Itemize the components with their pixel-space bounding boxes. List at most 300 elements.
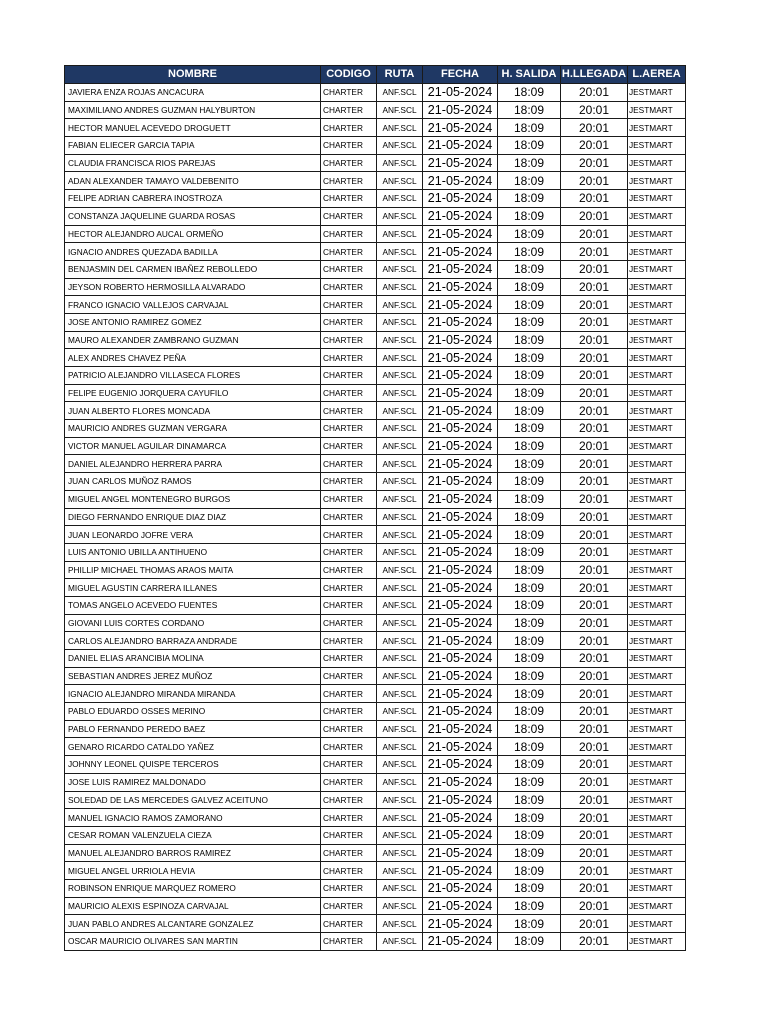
- linea-aerea-cell: JESTMART: [628, 101, 686, 119]
- hora-llegada-cell: 20:01: [561, 720, 628, 738]
- hora-llegada-cell: 20:01: [561, 897, 628, 915]
- fecha-cell: 21-05-2024: [423, 296, 498, 314]
- fecha-cell: 21-05-2024: [423, 119, 498, 137]
- table-row: [65, 791, 686, 809]
- linea-aerea-cell: JESTMART: [628, 154, 686, 172]
- linea-aerea-cell: JESTMART: [628, 402, 686, 420]
- table-row: [65, 331, 686, 349]
- codigo-cell: CHARTER: [321, 915, 377, 933]
- hora-salida-cell: 18:09: [498, 791, 561, 809]
- codigo-cell: CHARTER: [321, 632, 377, 650]
- passenger-name-cell: BENJASMIN DEL CARMEN IBAÑEZ REBOLLEDO: [65, 260, 321, 278]
- table-row: [65, 278, 686, 296]
- hora-llegada-cell: 20:01: [561, 225, 628, 243]
- table-row: [65, 349, 686, 367]
- table-row: [65, 543, 686, 561]
- hora-llegada-cell: 20:01: [561, 650, 628, 668]
- hora-salida-cell: 18:09: [498, 296, 561, 314]
- hora-llegada-cell: 20:01: [561, 632, 628, 650]
- codigo-cell: CHARTER: [321, 614, 377, 632]
- ruta-cell: ANF.SCL: [377, 225, 423, 243]
- ruta-cell: ANF.SCL: [377, 897, 423, 915]
- linea-aerea-cell: JESTMART: [628, 756, 686, 774]
- fecha-cell: 21-05-2024: [423, 826, 498, 844]
- codigo-cell: CHARTER: [321, 543, 377, 561]
- hora-salida-cell: 18:09: [498, 756, 561, 774]
- hora-llegada-cell: 20:01: [561, 526, 628, 544]
- hora-llegada-cell: 20:01: [561, 756, 628, 774]
- hora-llegada-cell: 20:01: [561, 862, 628, 880]
- fecha-cell: 21-05-2024: [423, 225, 498, 243]
- ruta-cell: ANF.SCL: [377, 490, 423, 508]
- hora-salida-cell: 18:09: [498, 172, 561, 190]
- linea-aerea-cell: JESTMART: [628, 331, 686, 349]
- linea-aerea-cell: JESTMART: [628, 862, 686, 880]
- column-header-hora-llegada: H.LLEGADA: [561, 66, 628, 84]
- column-header-linea-aerea: L.AEREA: [628, 66, 686, 84]
- passenger-name-cell: JAVIERA ENZA ROJAS ANCACURA: [65, 84, 321, 102]
- hora-llegada-cell: 20:01: [561, 137, 628, 155]
- ruta-cell: ANF.SCL: [377, 455, 423, 473]
- ruta-cell: ANF.SCL: [377, 420, 423, 438]
- hora-llegada-cell: 20:01: [561, 313, 628, 331]
- ruta-cell: ANF.SCL: [377, 384, 423, 402]
- ruta-cell: ANF.SCL: [377, 614, 423, 632]
- table-row: [65, 614, 686, 632]
- passenger-name-cell: JEYSON ROBERTO HERMOSILLA ALVARADO: [65, 278, 321, 296]
- table-row: [65, 190, 686, 208]
- hora-salida-cell: 18:09: [498, 331, 561, 349]
- hora-salida-cell: 18:09: [498, 862, 561, 880]
- fecha-cell: 21-05-2024: [423, 915, 498, 933]
- hora-llegada-cell: 20:01: [561, 455, 628, 473]
- hora-salida-cell: 18:09: [498, 402, 561, 420]
- codigo-cell: CHARTER: [321, 526, 377, 544]
- fecha-cell: 21-05-2024: [423, 367, 498, 385]
- fecha-cell: 21-05-2024: [423, 579, 498, 597]
- table-row: [65, 915, 686, 933]
- fecha-cell: 21-05-2024: [423, 243, 498, 261]
- codigo-cell: CHARTER: [321, 490, 377, 508]
- codigo-cell: CHARTER: [321, 190, 377, 208]
- fecha-cell: 21-05-2024: [423, 596, 498, 614]
- codigo-cell: CHARTER: [321, 225, 377, 243]
- fecha-cell: 21-05-2024: [423, 278, 498, 296]
- codigo-cell: CHARTER: [321, 897, 377, 915]
- fecha-cell: 21-05-2024: [423, 720, 498, 738]
- hora-llegada-cell: 20:01: [561, 844, 628, 862]
- hora-salida-cell: 18:09: [498, 490, 561, 508]
- hora-salida-cell: 18:09: [498, 720, 561, 738]
- table-row: [65, 703, 686, 721]
- codigo-cell: CHARTER: [321, 420, 377, 438]
- passenger-name-cell: CESAR ROMAN VALENZUELA CIEZA: [65, 826, 321, 844]
- codigo-cell: CHARTER: [321, 137, 377, 155]
- hora-salida-cell: 18:09: [498, 879, 561, 897]
- hora-llegada-cell: 20:01: [561, 207, 628, 225]
- codigo-cell: CHARTER: [321, 207, 377, 225]
- passenger-name-cell: JOSE LUIS RAMIREZ MALDONADO: [65, 773, 321, 791]
- codigo-cell: CHARTER: [321, 473, 377, 491]
- ruta-cell: ANF.SCL: [377, 773, 423, 791]
- hora-salida-cell: 18:09: [498, 703, 561, 721]
- fecha-cell: 21-05-2024: [423, 473, 498, 491]
- hora-salida-cell: 18:09: [498, 685, 561, 703]
- codigo-cell: CHARTER: [321, 738, 377, 756]
- linea-aerea-cell: JESTMART: [628, 579, 686, 597]
- ruta-cell: ANF.SCL: [377, 473, 423, 491]
- passenger-name-cell: JUAN LEONARDO JOFRE VERA: [65, 526, 321, 544]
- hora-llegada-cell: 20:01: [561, 349, 628, 367]
- hora-llegada-cell: 20:01: [561, 172, 628, 190]
- hora-llegada-cell: 20:01: [561, 543, 628, 561]
- ruta-cell: ANF.SCL: [377, 809, 423, 827]
- passenger-name-cell: SOLEDAD DE LAS MERCEDES GALVEZ ACEITUNO: [65, 791, 321, 809]
- linea-aerea-cell: JESTMART: [628, 296, 686, 314]
- codigo-cell: CHARTER: [321, 313, 377, 331]
- hora-salida-cell: 18:09: [498, 526, 561, 544]
- hora-salida-cell: 18:09: [498, 773, 561, 791]
- table-row: [65, 367, 686, 385]
- codigo-cell: CHARTER: [321, 791, 377, 809]
- passenger-name-cell: VICTOR MANUEL AGUILAR DINAMARCA: [65, 437, 321, 455]
- fecha-cell: 21-05-2024: [423, 809, 498, 827]
- codigo-cell: CHARTER: [321, 596, 377, 614]
- table-row: [65, 490, 686, 508]
- codigo-cell: CHARTER: [321, 331, 377, 349]
- ruta-cell: ANF.SCL: [377, 632, 423, 650]
- passenger-name-cell: FELIPE ADRIAN CABRERA INOSTROZA: [65, 190, 321, 208]
- ruta-cell: ANF.SCL: [377, 243, 423, 261]
- codigo-cell: CHARTER: [321, 667, 377, 685]
- fecha-cell: 21-05-2024: [423, 137, 498, 155]
- ruta-cell: ANF.SCL: [377, 791, 423, 809]
- hora-salida-cell: 18:09: [498, 915, 561, 933]
- linea-aerea-cell: JESTMART: [628, 490, 686, 508]
- ruta-cell: ANF.SCL: [377, 367, 423, 385]
- ruta-cell: ANF.SCL: [377, 561, 423, 579]
- passenger-name-cell: CONSTANZA JAQUELINE GUARDA ROSAS: [65, 207, 321, 225]
- hora-salida-cell: 18:09: [498, 119, 561, 137]
- linea-aerea-cell: JESTMART: [628, 384, 686, 402]
- table-row: [65, 897, 686, 915]
- passenger-name-cell: FRANCO IGNACIO VALLEJOS CARVAJAL: [65, 296, 321, 314]
- ruta-cell: ANF.SCL: [377, 650, 423, 668]
- table-row: [65, 420, 686, 438]
- linea-aerea-cell: JESTMART: [628, 703, 686, 721]
- hora-salida-cell: 18:09: [498, 420, 561, 438]
- ruta-cell: ANF.SCL: [377, 862, 423, 880]
- codigo-cell: CHARTER: [321, 756, 377, 774]
- ruta-cell: ANF.SCL: [377, 278, 423, 296]
- passenger-table: [64, 65, 686, 951]
- table-row: [65, 508, 686, 526]
- hora-salida-cell: 18:09: [498, 154, 561, 172]
- column-header-hora-salida: H. SALIDA: [498, 66, 561, 84]
- table-row: [65, 809, 686, 827]
- codigo-cell: CHARTER: [321, 862, 377, 880]
- table-row: [65, 862, 686, 880]
- hora-llegada-cell: 20:01: [561, 331, 628, 349]
- passenger-name-cell: PABLO FERNANDO PEREDO BAEZ: [65, 720, 321, 738]
- codigo-cell: CHARTER: [321, 826, 377, 844]
- table-row: [65, 207, 686, 225]
- passenger-name-cell: PABLO EDUARDO OSSES MERINO: [65, 703, 321, 721]
- fecha-cell: 21-05-2024: [423, 897, 498, 915]
- passenger-name-cell: JOHNNY LEONEL QUISPE TERCEROS: [65, 756, 321, 774]
- linea-aerea-cell: JESTMART: [628, 720, 686, 738]
- table-row: [65, 384, 686, 402]
- hora-salida-cell: 18:09: [498, 278, 561, 296]
- codigo-cell: CHARTER: [321, 402, 377, 420]
- hora-llegada-cell: 20:01: [561, 260, 628, 278]
- passenger-name-cell: LUIS ANTONIO UBILLA ANTIHUENO: [65, 543, 321, 561]
- fecha-cell: 21-05-2024: [423, 331, 498, 349]
- table-row: [65, 738, 686, 756]
- fecha-cell: 21-05-2024: [423, 384, 498, 402]
- passenger-name-cell: PHILLIP MICHAEL THOMAS ARAOS MAITA: [65, 561, 321, 579]
- codigo-cell: CHARTER: [321, 933, 377, 951]
- fecha-cell: 21-05-2024: [423, 101, 498, 119]
- passenger-name-cell: IGNACIO ALEJANDRO MIRANDA MIRANDA: [65, 685, 321, 703]
- linea-aerea-cell: JESTMART: [628, 685, 686, 703]
- table-row: [65, 225, 686, 243]
- linea-aerea-cell: JESTMART: [628, 508, 686, 526]
- fecha-cell: 21-05-2024: [423, 650, 498, 668]
- hora-salida-cell: 18:09: [498, 101, 561, 119]
- passenger-name-cell: HECTOR MANUEL ACEVEDO DROGUETT: [65, 119, 321, 137]
- linea-aerea-cell: JESTMART: [628, 596, 686, 614]
- table-row: [65, 172, 686, 190]
- table-row: [65, 561, 686, 579]
- table-row: [65, 84, 686, 102]
- table-row: [65, 844, 686, 862]
- passenger-name-cell: GENARO RICARDO CATALDO YAÑEZ: [65, 738, 321, 756]
- fecha-cell: 21-05-2024: [423, 773, 498, 791]
- ruta-cell: ANF.SCL: [377, 313, 423, 331]
- linea-aerea-cell: JESTMART: [628, 119, 686, 137]
- table-row: [65, 720, 686, 738]
- fecha-cell: 21-05-2024: [423, 561, 498, 579]
- linea-aerea-cell: JESTMART: [628, 791, 686, 809]
- ruta-cell: ANF.SCL: [377, 738, 423, 756]
- table-row: [65, 933, 686, 951]
- codigo-cell: CHARTER: [321, 172, 377, 190]
- linea-aerea-cell: JESTMART: [628, 260, 686, 278]
- passenger-name-cell: DANIEL ELIAS ARANCIBIA MOLINA: [65, 650, 321, 668]
- linea-aerea-cell: JESTMART: [628, 667, 686, 685]
- fecha-cell: 21-05-2024: [423, 614, 498, 632]
- table-row: [65, 773, 686, 791]
- passenger-name-cell: MAURO ALEXANDER ZAMBRANO GUZMAN: [65, 331, 321, 349]
- passenger-name-cell: MANUEL ALEJANDRO BARROS RAMIREZ: [65, 844, 321, 862]
- hora-llegada-cell: 20:01: [561, 667, 628, 685]
- ruta-cell: ANF.SCL: [377, 543, 423, 561]
- ruta-cell: ANF.SCL: [377, 879, 423, 897]
- table-row: [65, 402, 686, 420]
- table-row: [65, 596, 686, 614]
- hora-llegada-cell: 20:01: [561, 367, 628, 385]
- codigo-cell: CHARTER: [321, 879, 377, 897]
- ruta-cell: ANF.SCL: [377, 933, 423, 951]
- passenger-name-cell: DANIEL ALEJANDRO HERRERA PARRA: [65, 455, 321, 473]
- hora-salida-cell: 18:09: [498, 455, 561, 473]
- hora-salida-cell: 18:09: [498, 190, 561, 208]
- linea-aerea-cell: JESTMART: [628, 879, 686, 897]
- table-row: [65, 243, 686, 261]
- ruta-cell: ANF.SCL: [377, 172, 423, 190]
- table-row: [65, 455, 686, 473]
- linea-aerea-cell: JESTMART: [628, 650, 686, 668]
- header-row: [65, 66, 686, 84]
- table-row: [65, 296, 686, 314]
- codigo-cell: CHARTER: [321, 685, 377, 703]
- fecha-cell: 21-05-2024: [423, 879, 498, 897]
- hora-salida-cell: 18:09: [498, 596, 561, 614]
- hora-llegada-cell: 20:01: [561, 278, 628, 296]
- fecha-cell: 21-05-2024: [423, 844, 498, 862]
- codigo-cell: CHARTER: [321, 101, 377, 119]
- column-header-nombre: NOMBRE: [65, 66, 321, 84]
- linea-aerea-cell: JESTMART: [628, 738, 686, 756]
- passenger-name-cell: CLAUDIA FRANCISCA RIOS PAREJAS: [65, 154, 321, 172]
- ruta-cell: ANF.SCL: [377, 137, 423, 155]
- ruta-cell: ANF.SCL: [377, 596, 423, 614]
- codigo-cell: CHARTER: [321, 349, 377, 367]
- codigo-cell: CHARTER: [321, 844, 377, 862]
- ruta-cell: ANF.SCL: [377, 331, 423, 349]
- codigo-cell: CHARTER: [321, 437, 377, 455]
- linea-aerea-cell: JESTMART: [628, 561, 686, 579]
- codigo-cell: CHARTER: [321, 720, 377, 738]
- hora-salida-cell: 18:09: [498, 260, 561, 278]
- fecha-cell: 21-05-2024: [423, 738, 498, 756]
- hora-llegada-cell: 20:01: [561, 402, 628, 420]
- linea-aerea-cell: JESTMART: [628, 543, 686, 561]
- codigo-cell: CHARTER: [321, 508, 377, 526]
- hora-salida-cell: 18:09: [498, 313, 561, 331]
- hora-salida-cell: 18:09: [498, 614, 561, 632]
- hora-llegada-cell: 20:01: [561, 84, 628, 102]
- linea-aerea-cell: JESTMART: [628, 172, 686, 190]
- codigo-cell: CHARTER: [321, 84, 377, 102]
- ruta-cell: ANF.SCL: [377, 667, 423, 685]
- codigo-cell: CHARTER: [321, 579, 377, 597]
- passenger-name-cell: MANUEL IGNACIO RAMOS ZAMORANO: [65, 809, 321, 827]
- hora-llegada-cell: 20:01: [561, 119, 628, 137]
- linea-aerea-cell: JESTMART: [628, 190, 686, 208]
- fecha-cell: 21-05-2024: [423, 703, 498, 721]
- fecha-cell: 21-05-2024: [423, 933, 498, 951]
- ruta-cell: ANF.SCL: [377, 579, 423, 597]
- ruta-cell: ANF.SCL: [377, 349, 423, 367]
- hora-llegada-cell: 20:01: [561, 614, 628, 632]
- hora-llegada-cell: 20:01: [561, 101, 628, 119]
- linea-aerea-cell: JESTMART: [628, 437, 686, 455]
- passenger-name-cell: JUAN PABLO ANDRES ALCANTARE GONZALEZ: [65, 915, 321, 933]
- linea-aerea-cell: JESTMART: [628, 207, 686, 225]
- passenger-name-cell: SEBASTIAN ANDRES JEREZ MUÑOZ: [65, 667, 321, 685]
- fecha-cell: 21-05-2024: [423, 172, 498, 190]
- hora-llegada-cell: 20:01: [561, 296, 628, 314]
- hora-llegada-cell: 20:01: [561, 437, 628, 455]
- linea-aerea-cell: JESTMART: [628, 473, 686, 491]
- ruta-cell: ANF.SCL: [377, 437, 423, 455]
- passenger-list-sheet: [64, 65, 685, 951]
- hora-salida-cell: 18:09: [498, 897, 561, 915]
- hora-salida-cell: 18:09: [498, 933, 561, 951]
- hora-salida-cell: 18:09: [498, 349, 561, 367]
- codigo-cell: CHARTER: [321, 650, 377, 668]
- ruta-cell: ANF.SCL: [377, 154, 423, 172]
- linea-aerea-cell: JESTMART: [628, 313, 686, 331]
- linea-aerea-cell: JESTMART: [628, 420, 686, 438]
- fecha-cell: 21-05-2024: [423, 437, 498, 455]
- fecha-cell: 21-05-2024: [423, 84, 498, 102]
- hora-llegada-cell: 20:01: [561, 561, 628, 579]
- ruta-cell: ANF.SCL: [377, 119, 423, 137]
- linea-aerea-cell: JESTMART: [628, 809, 686, 827]
- linea-aerea-cell: JESTMART: [628, 915, 686, 933]
- passenger-name-cell: DIEGO FERNANDO ENRIQUE DIAZ DIAZ: [65, 508, 321, 526]
- table-row: [65, 119, 686, 137]
- table-row: [65, 154, 686, 172]
- passenger-rows: [65, 84, 686, 951]
- hora-salida-cell: 18:09: [498, 207, 561, 225]
- fecha-cell: 21-05-2024: [423, 402, 498, 420]
- hora-llegada-cell: 20:01: [561, 490, 628, 508]
- hora-llegada-cell: 20:01: [561, 190, 628, 208]
- table-row: [65, 526, 686, 544]
- codigo-cell: CHARTER: [321, 260, 377, 278]
- ruta-cell: ANF.SCL: [377, 402, 423, 420]
- fecha-cell: 21-05-2024: [423, 154, 498, 172]
- fecha-cell: 21-05-2024: [423, 260, 498, 278]
- ruta-cell: ANF.SCL: [377, 685, 423, 703]
- codigo-cell: CHARTER: [321, 367, 377, 385]
- passenger-name-cell: MAURICIO ANDRES GUZMAN VERGARA: [65, 420, 321, 438]
- passenger-name-cell: GIOVANI LUIS CORTES CORDANO: [65, 614, 321, 632]
- hora-llegada-cell: 20:01: [561, 879, 628, 897]
- hora-salida-cell: 18:09: [498, 473, 561, 491]
- ruta-cell: ANF.SCL: [377, 756, 423, 774]
- linea-aerea-cell: JESTMART: [628, 632, 686, 650]
- codigo-cell: CHARTER: [321, 809, 377, 827]
- passenger-name-cell: CARLOS ALEJANDRO BARRAZA ANDRADE: [65, 632, 321, 650]
- hora-llegada-cell: 20:01: [561, 579, 628, 597]
- ruta-cell: ANF.SCL: [377, 826, 423, 844]
- fecha-cell: 21-05-2024: [423, 190, 498, 208]
- hora-llegada-cell: 20:01: [561, 738, 628, 756]
- hora-salida-cell: 18:09: [498, 809, 561, 827]
- codigo-cell: CHARTER: [321, 561, 377, 579]
- fecha-cell: 21-05-2024: [423, 508, 498, 526]
- column-header-fecha: FECHA: [423, 66, 498, 84]
- ruta-cell: ANF.SCL: [377, 84, 423, 102]
- linea-aerea-cell: JESTMART: [628, 614, 686, 632]
- hora-salida-cell: 18:09: [498, 738, 561, 756]
- hora-salida-cell: 18:09: [498, 137, 561, 155]
- hora-llegada-cell: 20:01: [561, 773, 628, 791]
- fecha-cell: 21-05-2024: [423, 490, 498, 508]
- ruta-cell: ANF.SCL: [377, 703, 423, 721]
- ruta-cell: ANF.SCL: [377, 207, 423, 225]
- hora-salida-cell: 18:09: [498, 844, 561, 862]
- passenger-name-cell: PATRICIO ALEJANDRO VILLASECA FLORES: [65, 367, 321, 385]
- hora-llegada-cell: 20:01: [561, 685, 628, 703]
- fecha-cell: 21-05-2024: [423, 791, 498, 809]
- passenger-name-cell: IGNACIO ANDRES QUEZADA BADILLA: [65, 243, 321, 261]
